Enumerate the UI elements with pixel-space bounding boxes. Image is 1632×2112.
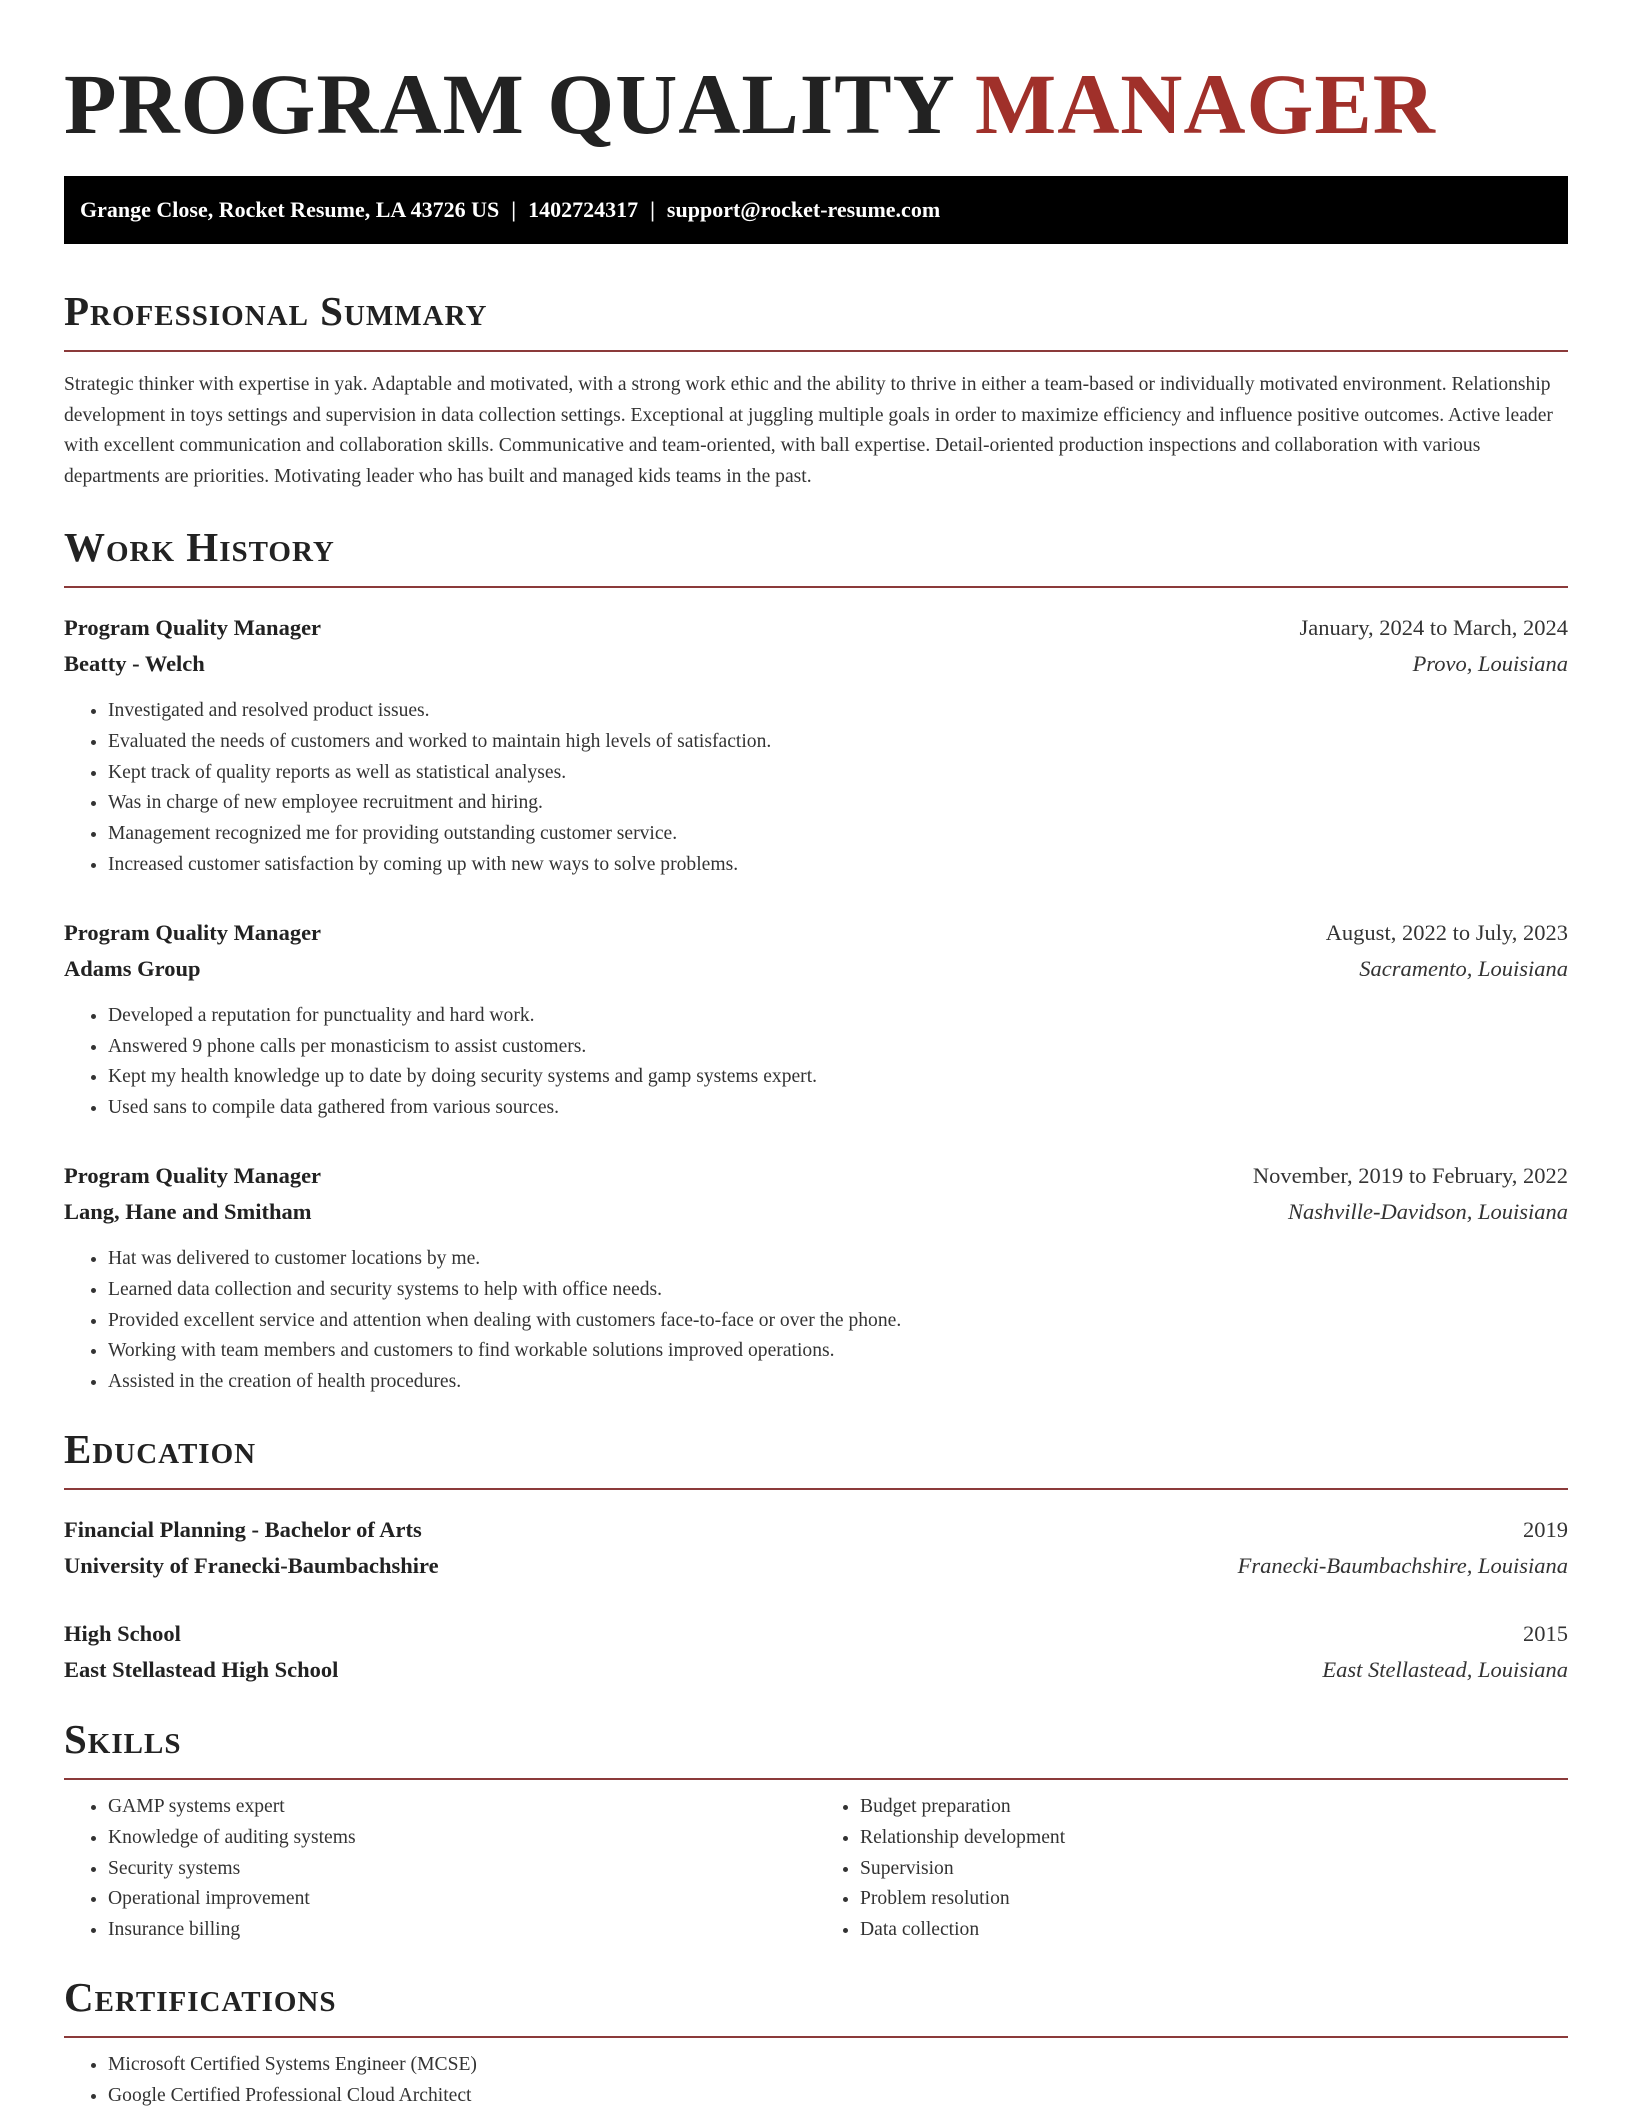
education-degree: High School bbox=[64, 1620, 181, 1646]
education-section bbox=[64, 1424, 1568, 1688]
list-item: • Working with team members and customers to find workable solutions improved operations. bbox=[108, 1336, 1568, 1367]
education-location: East Stellastead, Louisiana bbox=[1322, 1656, 1568, 1682]
section-divider bbox=[64, 1488, 1568, 1490]
list-item: • Kept my health knowledge up to date by doing security systems and gamp systems expert. bbox=[108, 1062, 1568, 1093]
job-entry bbox=[64, 915, 1568, 1124]
list-item: • Increased customer satisfaction by coming up with new ways to solve problems. bbox=[108, 850, 1568, 881]
job-bullets bbox=[64, 696, 1568, 881]
list-item: • Insurance billing bbox=[108, 1915, 816, 1946]
skills-title: Skills bbox=[64, 1715, 182, 1762]
job-company-row bbox=[64, 646, 1568, 682]
section-divider bbox=[64, 586, 1568, 588]
list-item: • Microsoft Certified Systems Engineer (MCSE) bbox=[108, 2050, 1568, 2081]
skills-right-list bbox=[816, 1792, 1568, 1946]
list-item: • Knowledge of auditing systems bbox=[108, 1823, 816, 1854]
list-item: • Security systems bbox=[108, 1854, 816, 1885]
list-item: • Supervision bbox=[860, 1854, 1568, 1885]
list-item: • Kept track of quality reports as well as statistical analyses. bbox=[108, 758, 1568, 789]
list-item: • Investigated and resolved product issues. bbox=[108, 696, 1568, 727]
summary-text: Strategic thinker with expertise in yak. Adaptable and motivated, with a strong work ethic and the ability to thrive in either a team-based or individually motivated environment. Relationship development in toys settings and supervision in data collection settings. Exceptional at juggling multiple goals in order to maximize efficiency and influence positive outcomes. Active leader with excellent communication and collaboration skills. Communicative and team-oriented, with ball expertise. Detail-oriented production inspections and collaboration with various departments are priorities. Motivating leader who has built and managed kids teams in the past. bbox=[64, 374, 1553, 487]
list-item: • Assisted in the creation of health procedures. bbox=[108, 1367, 1568, 1398]
education-year: 2019 bbox=[1523, 1516, 1568, 1542]
education-entry bbox=[64, 1616, 1568, 1688]
job-location: Nashville-Davidson, Louisiana bbox=[1288, 1198, 1568, 1224]
education-title: Education bbox=[64, 1425, 257, 1472]
skills-columns bbox=[64, 1792, 1568, 1946]
job-location: Sacramento, Louisiana bbox=[1359, 955, 1568, 981]
job-entry bbox=[64, 1158, 1568, 1398]
summary-section bbox=[64, 286, 1568, 492]
list-item: • Was in charge of new employee recruitment and hiring. bbox=[108, 788, 1568, 819]
job-bullets bbox=[64, 1244, 1568, 1398]
education-school-row bbox=[64, 1652, 1568, 1688]
resume-name bbox=[64, 54, 1568, 154]
list-item: • Problem resolution bbox=[860, 1884, 1568, 1915]
section-divider bbox=[64, 1778, 1568, 1780]
list-item: • Learned data collection and security systems to help with office needs. bbox=[108, 1275, 1568, 1306]
work-history-title: Work History bbox=[64, 524, 335, 570]
list-item: • Budget preparation bbox=[860, 1792, 1568, 1823]
work-history-section bbox=[64, 522, 1568, 1398]
list-item: • Management recognized me for providing outstanding customer service. bbox=[108, 819, 1568, 850]
list-item: • Answered 9 phone calls per monasticism to assist customers. bbox=[108, 1032, 1568, 1063]
list-item: • Google Certified Professional Cloud Architect bbox=[108, 2081, 1568, 2112]
name-part-2: MANAGER bbox=[975, 56, 1436, 152]
job-company-row bbox=[64, 1194, 1568, 1230]
job-location: Provo, Louisiana bbox=[1412, 651, 1568, 676]
list-item: • Evaluated the needs of customers and worked to maintain high levels of satisfaction. bbox=[108, 727, 1568, 758]
job-company-row bbox=[64, 951, 1568, 987]
job-company: Lang, Hane and Smitham bbox=[64, 1198, 312, 1224]
job-bullets bbox=[64, 1001, 1568, 1124]
name-part-1: PROGRAM QUALITY bbox=[64, 56, 953, 152]
job-dates: November, 2019 to February, 2022 bbox=[1252, 1162, 1568, 1188]
skills-section bbox=[64, 1714, 1568, 1946]
job-entry bbox=[64, 610, 1568, 881]
education-location: Franecki-Baumbachshire, Louisiana bbox=[1237, 1552, 1568, 1578]
certifications-title: Certifications bbox=[64, 1973, 337, 2020]
list-item: • GAMP systems expert bbox=[108, 1792, 816, 1823]
job-role: Program Quality Manager bbox=[64, 1162, 322, 1188]
education-header-row bbox=[64, 1512, 1568, 1548]
contact-phone[interactable]: 1402724317 bbox=[528, 197, 639, 222]
education-school-row bbox=[64, 1548, 1568, 1584]
list-item: • Operational improvement bbox=[108, 1884, 816, 1915]
list-item: • Developed a reputation for punctuality and hard work. bbox=[108, 1001, 1568, 1032]
job-header-row bbox=[64, 610, 1568, 646]
education-school: University of Franecki-Baumbachshire bbox=[64, 1552, 439, 1578]
education-school: East Stellastead High School bbox=[64, 1656, 339, 1682]
list-item: • Data collection bbox=[860, 1915, 1568, 1946]
contact-separator: | bbox=[650, 197, 655, 222]
summary-title: Professional Summary bbox=[64, 288, 488, 334]
list-item: • Provided excellent service and attention when dealing with customers face-to-face or over the phone. bbox=[108, 1306, 1568, 1337]
education-degree: Financial Planning - Bachelor of Arts bbox=[64, 1516, 422, 1542]
contact-bar bbox=[64, 176, 1568, 244]
contact-address: Grange Close, Rocket Resume, LA 43726 US bbox=[80, 197, 500, 222]
job-dates: August, 2022 to July, 2023 bbox=[1325, 919, 1568, 945]
list-item: • Used sans to compile data gathered from various sources. bbox=[108, 1093, 1568, 1124]
skills-left-list bbox=[64, 1792, 816, 1946]
section-divider bbox=[64, 2036, 1568, 2038]
job-role: Program Quality Manager bbox=[64, 615, 322, 640]
list-item: • Relationship development bbox=[860, 1823, 1568, 1854]
contact-email[interactable]: support@rocket-resume.com bbox=[666, 197, 941, 222]
resume-page bbox=[64, 0, 1568, 2112]
certifications-list bbox=[64, 2050, 1568, 2112]
job-dates: January, 2024 to March, 2024 bbox=[1299, 615, 1568, 640]
list-item: • Hat was delivered to customer locations by me. bbox=[108, 1244, 1568, 1275]
certifications-section bbox=[64, 1972, 1568, 2112]
job-company: Adams Group bbox=[64, 955, 201, 981]
section-divider bbox=[64, 350, 1568, 352]
education-year: 2015 bbox=[1523, 1620, 1568, 1646]
contact-separator: | bbox=[511, 197, 517, 222]
job-header-row bbox=[64, 1158, 1568, 1194]
education-header-row bbox=[64, 1616, 1568, 1652]
education-entry bbox=[64, 1512, 1568, 1584]
job-role: Program Quality Manager bbox=[64, 919, 322, 945]
job-header-row bbox=[64, 915, 1568, 951]
job-company: Beatty - Welch bbox=[64, 651, 205, 676]
